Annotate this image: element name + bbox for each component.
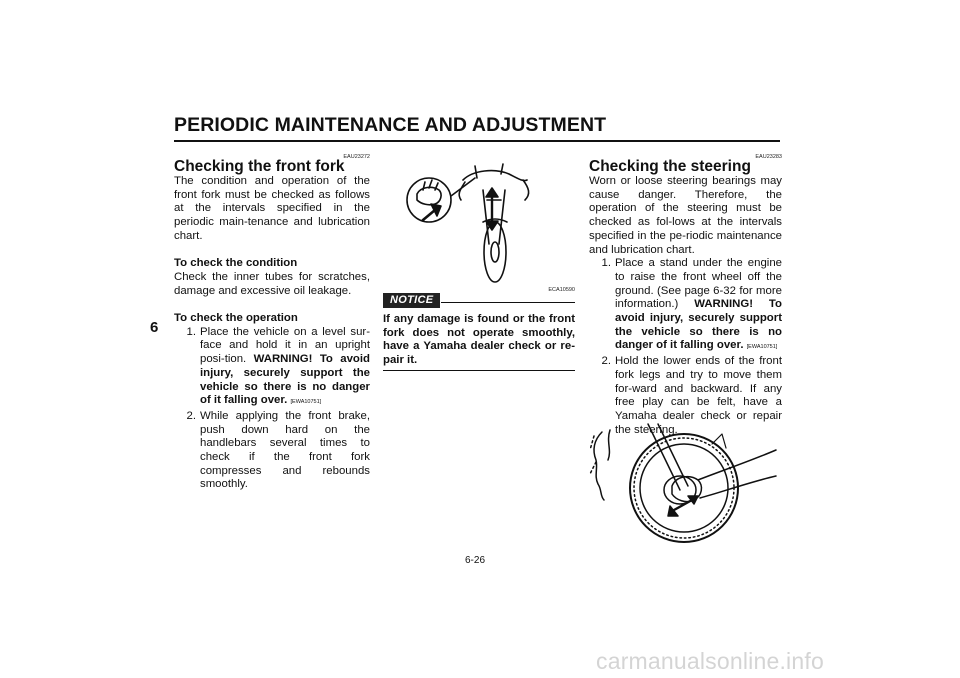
notice-bottom-rule xyxy=(383,370,575,371)
page-number: 6-26 xyxy=(465,555,486,566)
condition-heading: To check the condition xyxy=(174,257,298,270)
watermark: carmanualsonline.info xyxy=(596,648,824,674)
page-header-title: PERIODIC MAINTENANCE AND ADJUSTMENT xyxy=(174,114,607,136)
list-item: 2. Hold the lower ends of the front fork legs and try to move them for-ward and backward. If any free play can be felt, have a Yamaha dealer check or repair the steering. xyxy=(601,355,782,436)
steering-check-illustration xyxy=(588,420,778,545)
warning-text: WARNING! To avoid injury, securely support the vehicle so there is no danger of it falling over. xyxy=(615,298,782,352)
right-intro: Worn or loose steering bearings may cause danger. Therefore, the operation of the steering must be checked as fol-lows at the intervals specified in the pe-riodic maintenance and lubrication chart. xyxy=(589,175,782,256)
right-section-code: EAU23283 xyxy=(755,154,782,160)
notice-badge: NOTICE xyxy=(383,293,440,308)
notice-text: If any damage is found or the front fork does not operate smoothly, have a Yamaha dealer check or re-pair it. xyxy=(383,313,575,367)
middle-section-code: ECA10590 xyxy=(548,287,575,293)
list-item: 2. While applying the front brake, push down hard on the handlebars several times to check if the front fork compresses and rebounds smoothly. xyxy=(186,409,370,491)
step-text: While applying the front brake, push down hard on the handlebars several times to check if the front fork compresses and rebounds smoothly. xyxy=(200,409,370,491)
list-item: 1. Place a stand under the engine to raise the front wheel off the ground. (See page 6-32 for more information.) WARNING! To avoid injury, securely support the vehicle so there is no danger of it falling over. [EWA10751] xyxy=(601,257,782,352)
right-column-body xyxy=(589,175,782,437)
left-column-body xyxy=(174,175,370,492)
left-section-title: Checking the front fork xyxy=(174,158,345,175)
list-item: 1. Place the vehicle on a level sur-face and hold it in an upright posi-tion. WARNING! To avoid injury, securely support the vehicle so there is no danger of it falling over. [EWA10751] xyxy=(186,325,370,407)
notice-rule xyxy=(441,302,575,303)
warning-ref: [EWA10751] xyxy=(746,344,778,351)
warning-ref: [EWA10751] xyxy=(290,399,322,406)
header-rule xyxy=(174,140,780,142)
operation-heading: To check the operation xyxy=(174,312,298,324)
step-text: Place a stand under the engine to raise the front wheel off the ground. (See page 6-32 for more information.) xyxy=(615,257,782,311)
left-intro: The condition and operation of the front fork must be checked as follows at the intervals specified in the periodic main-tenance and lubrication chart. xyxy=(174,175,370,242)
step-text: Place the vehicle on a level sur-face and hold it in an upright posi-tion. xyxy=(200,325,370,366)
front-fork-illustration xyxy=(405,160,555,285)
chapter-tab: 6 xyxy=(150,319,159,336)
warning-text: WARNING! To avoid injury, securely support the vehicle so there is no danger of it falling over. xyxy=(200,353,370,407)
right-section-title: Checking the steering xyxy=(589,158,751,175)
condition-text: Check the inner tubes for scratches, damage and excessive oil leakage. xyxy=(174,270,370,297)
notice-header xyxy=(383,293,575,307)
left-section-code: EAU23272 xyxy=(343,154,370,160)
step-text: Hold the lower ends of the front fork legs and try to move them for-ward and backward. If any free play can be felt, have a Yamaha dealer check or repair the steering. xyxy=(615,355,782,436)
